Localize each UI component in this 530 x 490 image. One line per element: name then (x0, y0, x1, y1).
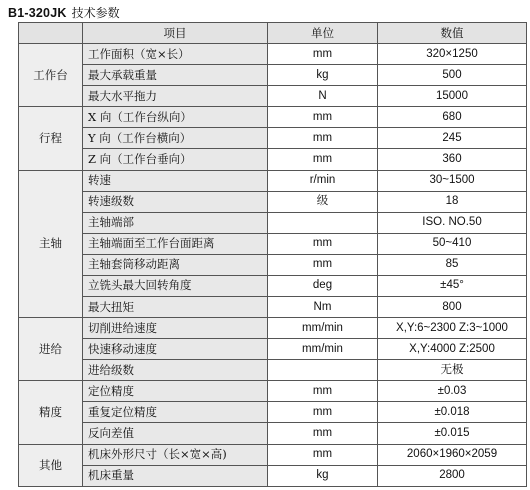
value-cell: 30~1500 (378, 170, 527, 191)
table-row (19, 360, 527, 381)
table-row (19, 402, 527, 423)
group-label: 行程 (19, 107, 83, 170)
model-code: B1-320JK (8, 6, 67, 20)
item-cell: 转速级数 (83, 191, 268, 212)
unit-cell: kg (268, 65, 378, 86)
item-cell: Y 向（工作台横向） (83, 128, 268, 149)
value-cell: 680 (378, 107, 527, 128)
item-cell: 进给级数 (83, 360, 268, 381)
table-row (19, 297, 527, 318)
table-row (19, 191, 527, 212)
value-cell: 2800 (378, 465, 527, 486)
spec-table-body (19, 23, 527, 487)
unit-cell: 级 (268, 191, 378, 212)
item-cell: 最大扭矩 (83, 297, 268, 318)
table-row (19, 233, 527, 254)
item-cell: 机床外形尺寸（长×宽×高) (83, 444, 268, 465)
table-row (19, 444, 527, 465)
item-cell: 反向差值 (83, 423, 268, 444)
group-label: 其他 (19, 444, 83, 486)
table-row (19, 65, 527, 86)
unit-cell: mm (268, 233, 378, 254)
table-row (19, 86, 527, 107)
unit-cell: r/min (268, 170, 378, 191)
table-row (19, 254, 527, 275)
value-cell: 2060×1960×2059 (378, 444, 527, 465)
unit-cell: N (268, 86, 378, 107)
value-cell: 18 (378, 191, 527, 212)
item-cell: Z 向（工作台垂向） (83, 149, 268, 170)
unit-cell: mm (268, 149, 378, 170)
unit-cell: mm (268, 423, 378, 444)
table-row (19, 381, 527, 402)
item-cell: 最大水平拖力 (83, 86, 268, 107)
value-cell: 无极 (378, 360, 527, 381)
item-cell: 转速 (83, 170, 268, 191)
item-cell: 立铣头最大回转角度 (83, 275, 268, 296)
header-unit: 单位 (268, 23, 378, 44)
item-cell: 主轴端部 (83, 212, 268, 233)
table-row (19, 339, 527, 360)
table-row (19, 170, 527, 191)
value-cell: 245 (378, 128, 527, 149)
value-cell: 50~410 (378, 233, 527, 254)
table-row (19, 318, 527, 339)
item-cell: 主轴套筒移动距离 (83, 254, 268, 275)
group-label: 精度 (19, 381, 83, 444)
item-cell: 工作面积（宽×长） (83, 44, 268, 65)
title-text: 技术参数 (71, 6, 120, 20)
value-cell: ±0.018 (378, 402, 527, 423)
header-value: 数值 (378, 23, 527, 44)
table-row (19, 149, 527, 170)
item-cell: X 向（工作台纵向） (83, 107, 268, 128)
unit-cell: mm (268, 381, 378, 402)
item-cell: 机床重量 (83, 465, 268, 486)
value-cell: 500 (378, 65, 527, 86)
value-cell: ±0.015 (378, 423, 527, 444)
table-row (19, 212, 527, 233)
item-cell: 最大承载重量 (83, 65, 268, 86)
value-cell: 85 (378, 254, 527, 275)
unit-cell (268, 212, 378, 233)
unit-cell: mm/min (268, 318, 378, 339)
group-label: 主轴 (19, 170, 83, 318)
table-header-row (19, 23, 527, 44)
unit-cell: kg (268, 465, 378, 486)
value-cell: 15000 (378, 86, 527, 107)
table-row (19, 128, 527, 149)
item-cell: 定位精度 (83, 381, 268, 402)
table-row (19, 107, 527, 128)
table-row (19, 423, 527, 444)
unit-cell: mm (268, 128, 378, 149)
header-group (19, 23, 83, 44)
value-cell: 320×1250 (378, 44, 527, 65)
table-row (19, 44, 527, 65)
value-cell: X,Y:6~2300 Z:3~1000 (378, 318, 527, 339)
unit-cell (268, 360, 378, 381)
unit-cell: mm (268, 402, 378, 423)
unit-cell: deg (268, 275, 378, 296)
unit-cell: mm (268, 254, 378, 275)
document-title (8, 4, 120, 22)
group-label: 工作台 (19, 44, 83, 107)
value-cell: X,Y:4000 Z:2500 (378, 339, 527, 360)
value-cell: ISO. NO.50 (378, 212, 527, 233)
unit-cell: Nm (268, 297, 378, 318)
spec-table (18, 22, 527, 487)
unit-cell: mm/min (268, 339, 378, 360)
table-row (19, 275, 527, 296)
unit-cell: mm (268, 107, 378, 128)
header-item: 项目 (83, 23, 268, 44)
value-cell: 800 (378, 297, 527, 318)
group-label: 进给 (19, 318, 83, 381)
item-cell: 快速移动速度 (83, 339, 268, 360)
item-cell: 切削进给速度 (83, 318, 268, 339)
table-row (19, 465, 527, 486)
unit-cell: mm (268, 44, 378, 65)
unit-cell: mm (268, 444, 378, 465)
item-cell: 主轴端面至工作台面距离 (83, 233, 268, 254)
value-cell: ±45° (378, 275, 527, 296)
item-cell: 重复定位精度 (83, 402, 268, 423)
value-cell: 360 (378, 149, 527, 170)
value-cell: ±0.03 (378, 381, 527, 402)
